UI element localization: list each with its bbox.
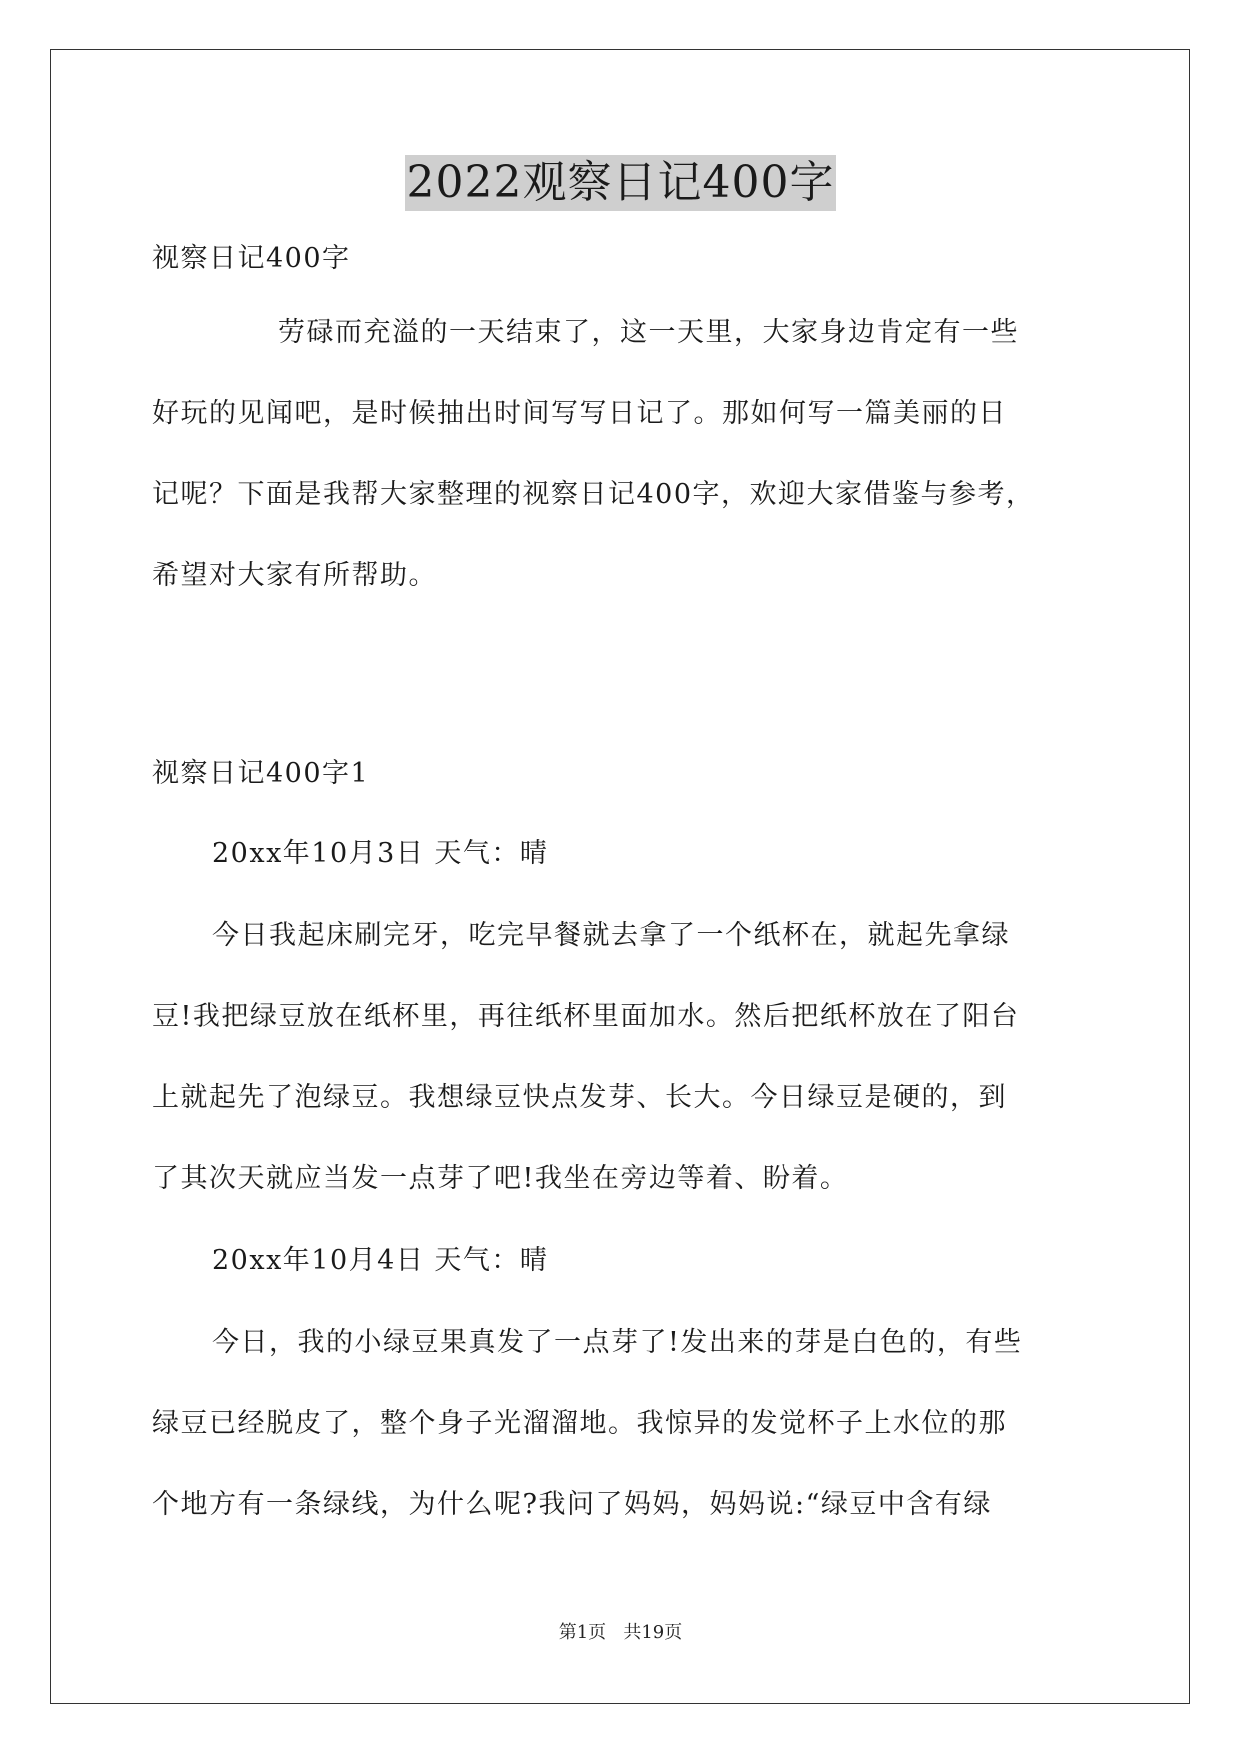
- entry1-line-2: 豆!我把绿豆放在纸杯里，再往纸杯里面加水。然后把纸杯放在了阳台: [152, 1001, 1020, 1032]
- document-title: 2022观察日记400字: [405, 155, 837, 211]
- entry-date-2: 20xx年10月4日 天气：晴: [212, 1245, 549, 1276]
- entry1-line-4: 了其次天就应当发一点芽了吧!我坐在旁边等着、盼着。: [152, 1163, 849, 1194]
- entry2-line-1: 今日，我的小绿豆果真发了一点芽了!发出来的芽是白色的，有些: [212, 1327, 1023, 1358]
- section-heading: 视察日记400字1: [152, 758, 370, 789]
- intro-line-4: 希望对大家有所帮助。: [152, 560, 437, 591]
- entry1-line-3: 上就起先了泡绿豆。我想绿豆快点发芽、长大。今日绿豆是硬的，到: [152, 1082, 1007, 1113]
- entry2-line-3: 个地方有一条绿线，为什么呢?我问了妈妈，妈妈说:“绿豆中含有绿: [152, 1489, 992, 1520]
- page-number: 第1页: [558, 1622, 607, 1643]
- page-footer: [0, 1621, 1241, 1645]
- document-subtitle: 视察日记400字: [152, 243, 351, 274]
- entry-date-1: 20xx年10月3日 天气：晴: [212, 838, 549, 869]
- title-wrap: [0, 155, 1241, 211]
- page-total: 共19页: [623, 1622, 683, 1643]
- intro-line-1: 劳碌而充溢的一天结束了，这一天里，大家身边肯定有一些: [278, 317, 1019, 348]
- intro-line-3: 记呢？下面是我帮大家整理的视察日记400字，欢迎大家借鉴与参考，: [152, 479, 1035, 510]
- entry1-line-1: 今日我起床刷完牙，吃完早餐就去拿了一个纸杯在，就起先拿绿: [212, 920, 1010, 951]
- intro-line-2: 好玩的见闻吧，是时候抽出时间写写日记了。那如何写一篇美丽的日: [152, 398, 1007, 429]
- page-border: [50, 49, 1190, 1704]
- entry2-line-2: 绿豆已经脱皮了，整个身子光溜溜地。我惊异的发觉杯子上水位的那: [152, 1408, 1007, 1439]
